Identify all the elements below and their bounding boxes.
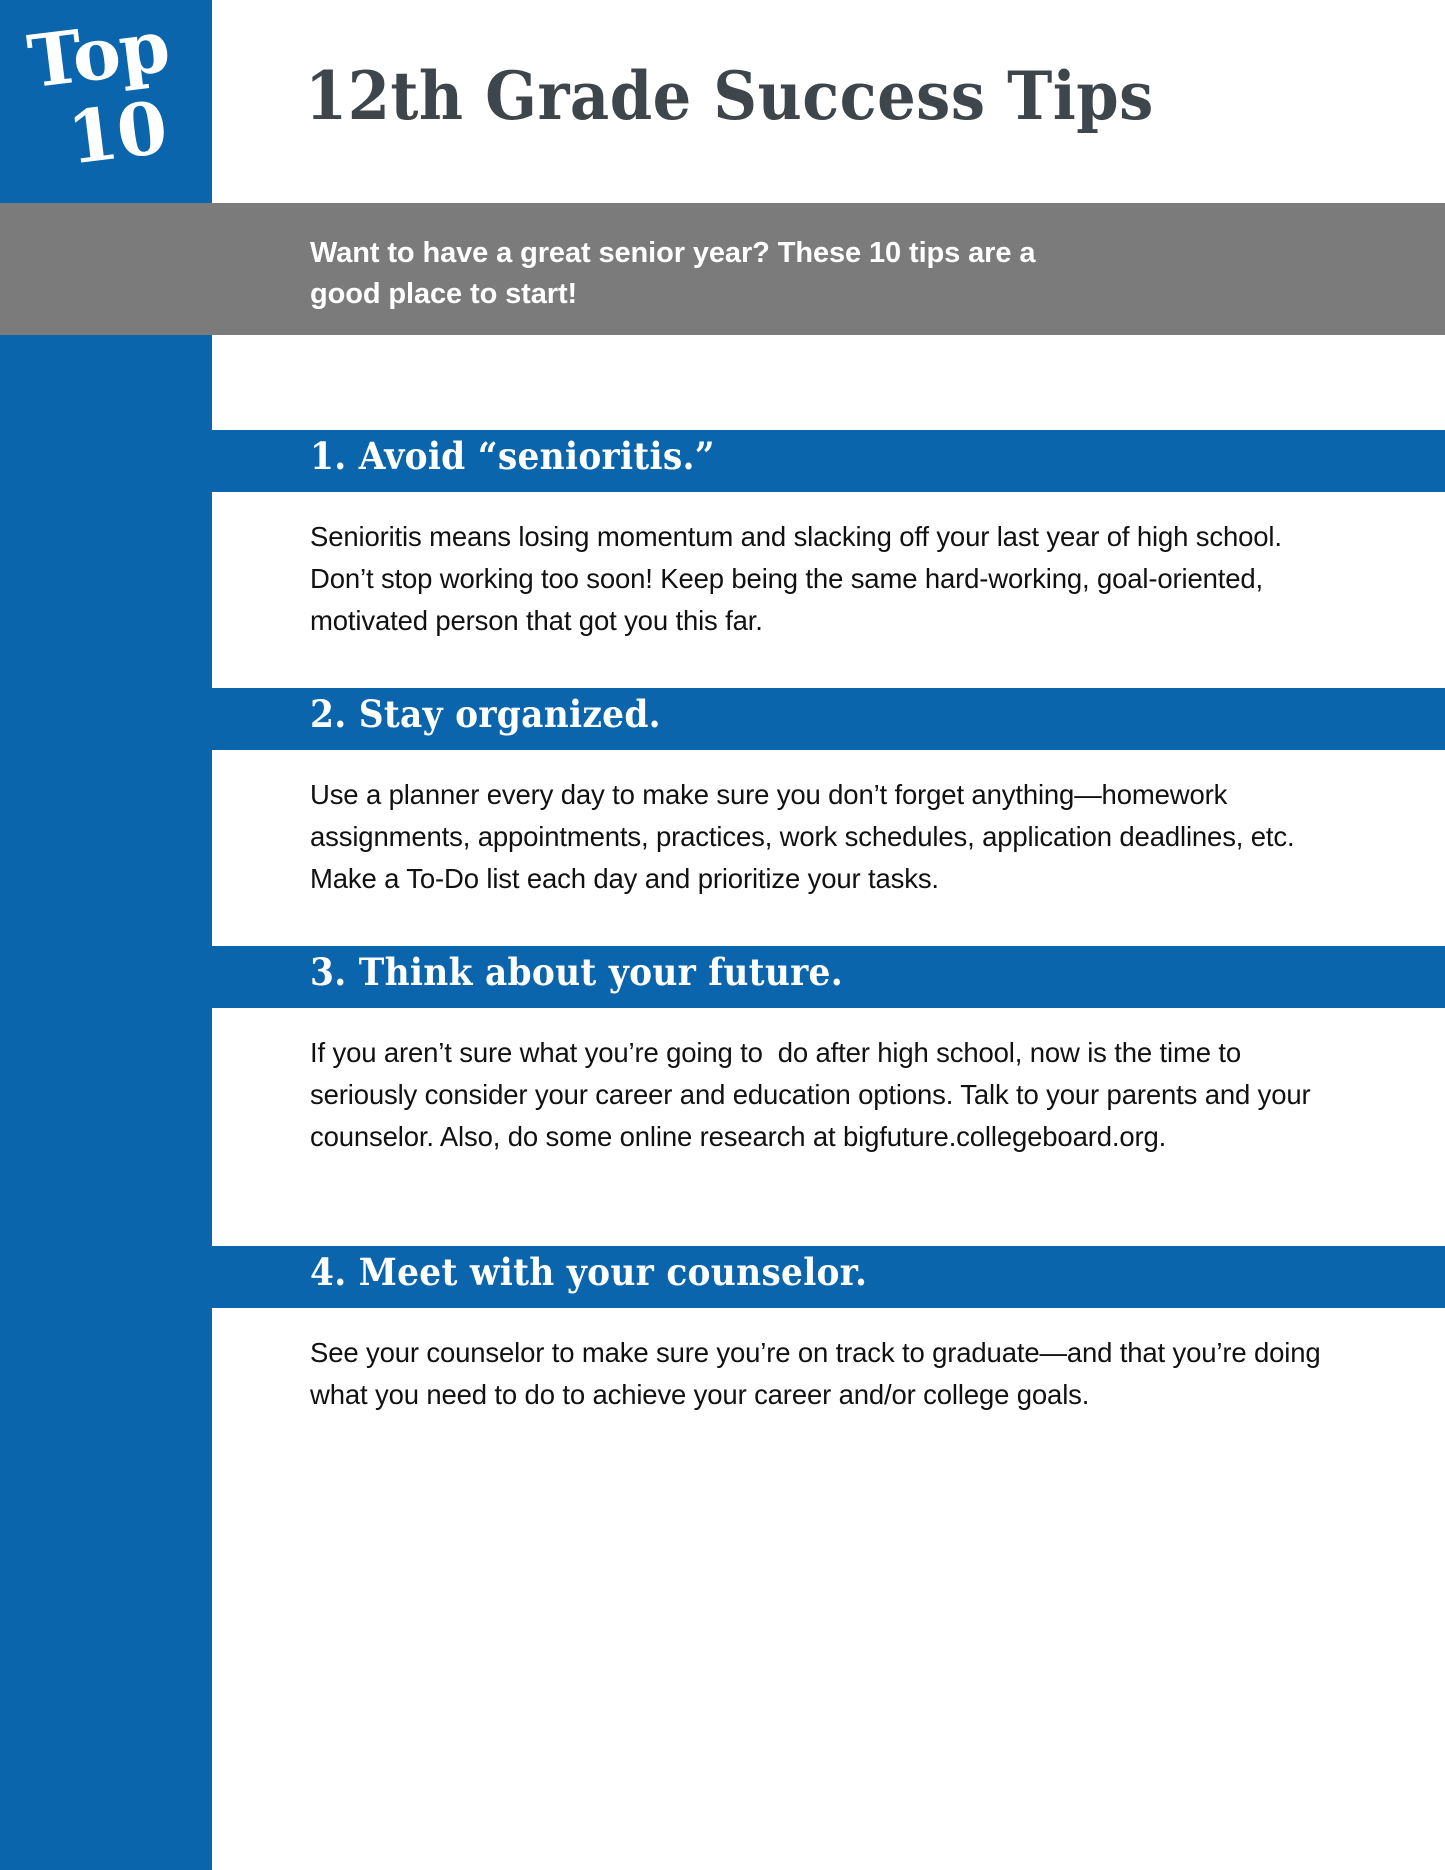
tip-header-bar-2: [212, 688, 1445, 750]
tip-item-3: [212, 946, 1445, 1167]
page-title: 12th Grade Success Tips: [305, 57, 1154, 135]
tip-item-4: [212, 1246, 1445, 1426]
intro-banner-text: Want to have a great senior year? These 10 tips are a good place to start!: [310, 237, 1036, 311]
tip-header-bar-4: [212, 1246, 1445, 1308]
tip-body-text-1: Senioritis means losing momentum and slacking off your last year of high school. Don’t stop working too soon! Keep being the same hard-working, goal-oriented, motivated person that got you this far.: [310, 521, 1290, 636]
badge-word-top: Top: [23, 2, 174, 105]
intro-banner: [0, 203, 1445, 335]
top-10-badge: [0, 0, 212, 205]
tip-heading-2: 2. Stay organized.: [310, 692, 661, 736]
tip-body-text-2: Use a planner every day to make sure you don’t forget anything—homework assignments, appointments, practices, work schedules, application deadlines, etc. Make a To-Do list each day and prioritize your tasks.: [310, 779, 1302, 894]
tip-heading-3: 3. Think about your future.: [310, 950, 843, 994]
tip-body-1: [212, 492, 1445, 651]
tip-body-4: [212, 1308, 1445, 1426]
tip-header-bar-3: [212, 946, 1445, 1008]
tip-item-1: [212, 430, 1445, 651]
tip-heading-1: 1. Avoid “senioritis.”: [310, 434, 715, 478]
tip-item-2: [212, 688, 1445, 909]
tip-heading-4: 4. Meet with your counselor.: [310, 1250, 868, 1294]
tip-header-bar-1: [212, 430, 1445, 492]
badge-number-10: 10: [63, 84, 171, 181]
tip-body-2: [212, 750, 1445, 909]
tip-body-3: [212, 1008, 1445, 1167]
tip-body-text-3: If you aren’t sure what you’re going to do after high school, now is the time to seriously consider your career and education options. Talk to your parents and your counselor. Also, do some online research at bigfuture.collegeboard.org.: [310, 1037, 1319, 1152]
tip-body-text-4: See your counselor to make sure you’re on track to graduate—and that you’re doing what you need to do to achieve your career and/or college goals.: [310, 1337, 1329, 1410]
